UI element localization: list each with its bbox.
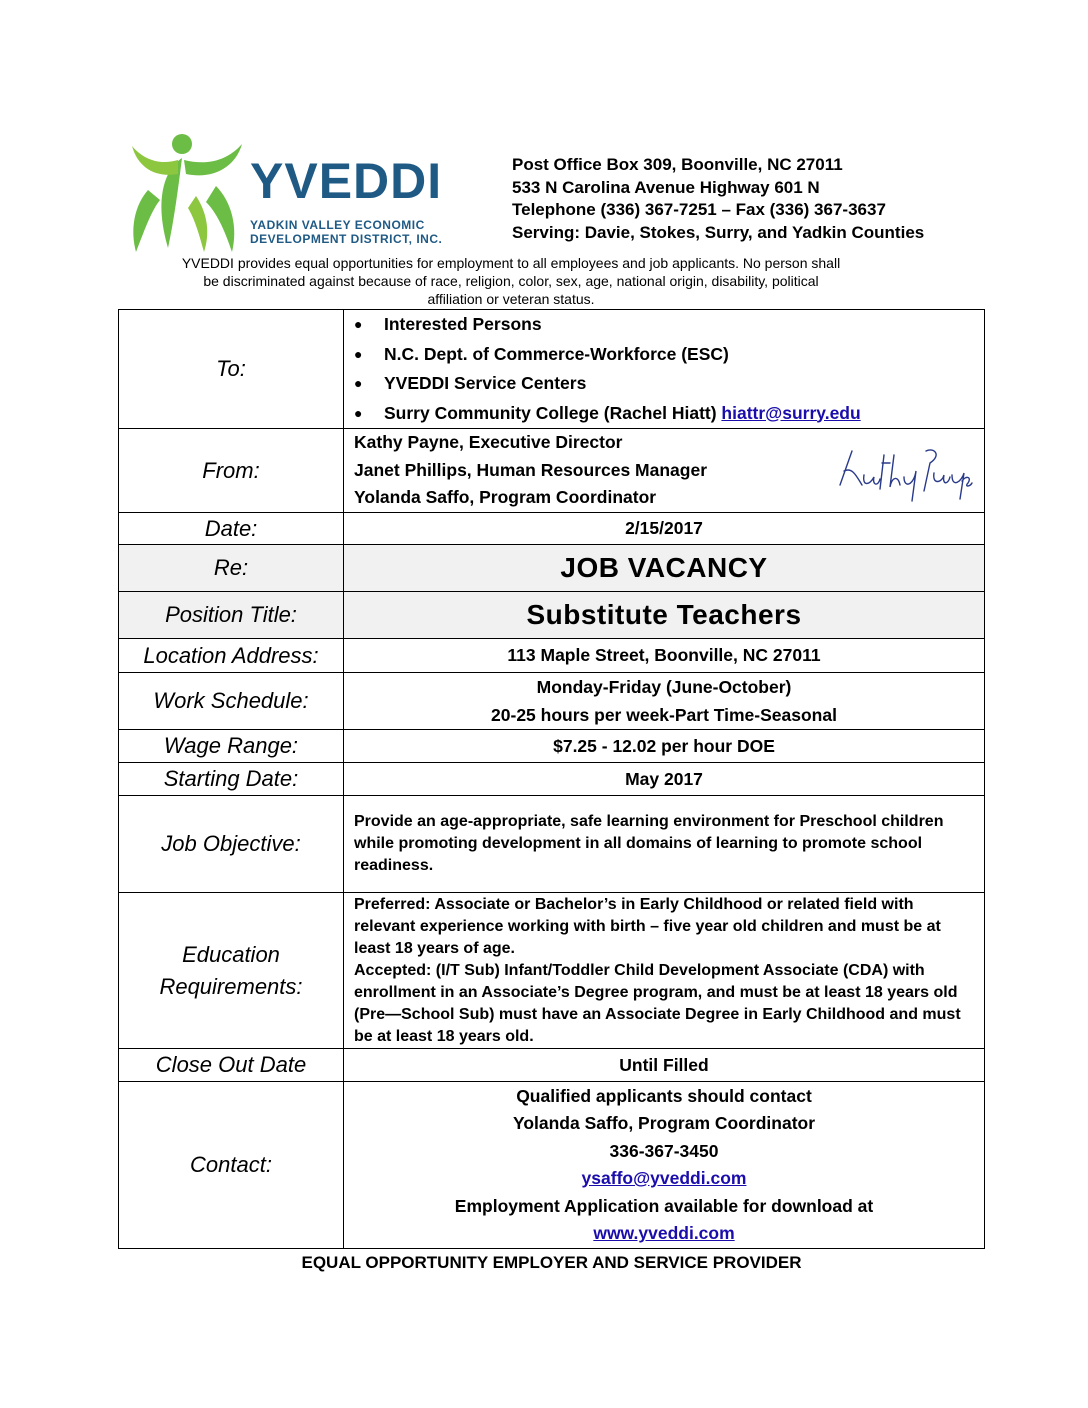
- logo-wordmark: YVEDDI: [250, 153, 443, 209]
- bullet-icon: ●: [354, 345, 363, 362]
- letterhead: [124, 130, 984, 254]
- row-re: [119, 545, 985, 592]
- row-date: [119, 513, 985, 545]
- label-to: To:: [119, 310, 344, 429]
- contact-email-link[interactable]: ysaffo@yveddi.com: [581, 1168, 747, 1188]
- wage-value: $7.25 - 12.02 per hour DOE: [344, 730, 985, 763]
- label-location: Location Address:: [119, 639, 344, 673]
- bullet-icon: ●: [354, 404, 363, 421]
- sender-block: [344, 429, 984, 512]
- row-objective: [119, 796, 985, 893]
- start-value: May 2017: [344, 763, 985, 796]
- accepted-label: Accepted:: [354, 961, 432, 979]
- sender-line: Yolanda Saffo, Program Coordinator: [354, 487, 657, 508]
- re-value: JOB VACANCY: [560, 552, 768, 583]
- list-item: ● Surry Community College (Rachel Hiatt) hiattr@surry.edu: [354, 399, 984, 429]
- label-re: Re:: [119, 545, 344, 592]
- education-text: Preferred: Associate or Bachelor’s in Early Childhood or related field with relevant experience working with birth – five year old children and must be at least 18 years of age. Accepted: (I/T Sub) Infant/Toddler Child Development Associate (CDA) with enrollment in an Associate’s Degree program, and must be at least 18 years old (Pre—School Sub) must have an Associate Degree in Early Childhood and must be at least 18 years old.: [354, 895, 961, 1045]
- row-position: [119, 592, 985, 639]
- job-vacancy-table: [118, 309, 985, 1249]
- list-item: ● YVEDDI Service Centers: [354, 369, 984, 399]
- label-position: Position Title:: [119, 592, 344, 639]
- location-value: 113 Maple Street, Boonville, NC 27011: [344, 639, 985, 673]
- sender-line: Kathy Payne, Executive Director: [354, 432, 623, 453]
- eeo-statement: YVEDDI provides equal opportunities for employment to all employees and job applicants. No person shall be discriminated against because of race, religion, color, sex, age, national origin, disability, political affiliation or veteran status.: [181, 255, 841, 307]
- contact-intro: Qualified applicants should contact: [516, 1085, 812, 1106]
- contact-address-block: [512, 154, 924, 244]
- address-serving: Serving: Davie, Stokes, Surry, and Yadkin Counties: [512, 222, 925, 242]
- contact-name: Yolanda Saffo, Program Coordinator: [512, 1113, 816, 1133]
- label-date: Date:: [119, 513, 344, 545]
- date-value: 2/15/2017: [344, 513, 985, 545]
- objective-text: Provide an age-appropriate, safe learning environment for Preschool children while promoting development in all domains of learning to promote school readiness.: [354, 813, 944, 874]
- schedule-hours: 20-25 hours per week-Part Time-Seasonal: [491, 705, 837, 725]
- bullet-icon: ●: [354, 316, 363, 332]
- signature: [834, 441, 974, 505]
- row-to: [119, 310, 985, 429]
- row-location: [119, 639, 985, 673]
- email-link-hiatt[interactable]: hiattr@surry.edu: [721, 402, 861, 423]
- sender-line: Janet Phillips, Human Resources Manager: [354, 459, 708, 480]
- address-po-box: Post Office Box 309, Boonville, NC 27011: [512, 155, 843, 174]
- address-street: 533 N Carolina Avenue Highway 601 N: [512, 177, 820, 197]
- recipient-list: [344, 310, 984, 428]
- label-objective: Job Objective:: [119, 796, 344, 893]
- label-start: Starting Date:: [119, 763, 344, 796]
- yveddi-logo: [124, 130, 454, 254]
- schedule-days: Monday-Friday (June-October): [536, 677, 792, 697]
- website-link[interactable]: www.yveddi.com: [593, 1223, 735, 1243]
- contact-phone: 336-367-3450: [609, 1140, 719, 1161]
- logo-subtitle: YADKIN VALLEY ECONOMIC DEVELOPMENT DISTRICT, INC.: [250, 218, 443, 246]
- position-title: Substitute Teachers: [526, 599, 802, 630]
- row-education: [119, 893, 985, 1049]
- label-from: From:: [119, 429, 344, 513]
- row-wage: [119, 730, 985, 763]
- row-closeout: [119, 1049, 985, 1082]
- label-contact: Contact:: [119, 1082, 344, 1249]
- application-note: Employment Application available for download at: [454, 1195, 874, 1216]
- row-start: [119, 763, 985, 796]
- list-item: ● N.C. Dept. of Commerce-Workforce (ESC): [354, 340, 984, 370]
- label-wage: Wage Range:: [119, 730, 344, 763]
- preferred-label: Preferred:: [354, 895, 431, 913]
- bullet-icon: ●: [354, 375, 363, 391]
- label-closeout: Close Out Date: [119, 1049, 344, 1082]
- closeout-value: Until Filled: [344, 1049, 985, 1082]
- leaf-figure-icon: [124, 130, 248, 254]
- row-from: [119, 429, 985, 513]
- label-education: Education Requirements:: [119, 893, 344, 1049]
- row-contact: [119, 1082, 985, 1249]
- label-schedule: Work Schedule:: [119, 673, 344, 730]
- footer-eeo: EQUAL OPPORTUNITY EMPLOYER AND SERVICE PROVIDER: [301, 1253, 802, 1272]
- row-schedule: [119, 673, 985, 730]
- list-item: ● Interested Persons: [354, 310, 984, 340]
- address-phone: Telephone (336) 367-7251 – Fax (336) 367-3637: [512, 200, 886, 219]
